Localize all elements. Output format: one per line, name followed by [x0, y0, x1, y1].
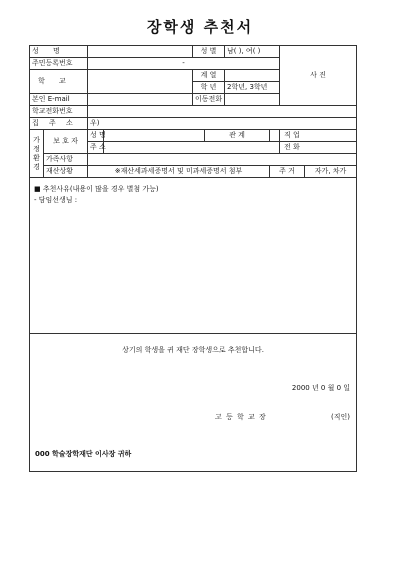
footer-section — [30, 334, 357, 472]
assets-label: 재산상황 — [44, 166, 88, 178]
recommend-statement: 상기의 학생을 귀 재단 장학생으로 추천합니다. — [122, 346, 264, 354]
relation-label: 관 계 — [205, 130, 270, 142]
grade-label: 학 년 — [193, 82, 225, 94]
grade-field[interactable]: 2학년, 3학년 — [225, 82, 280, 94]
family-env-char: 정 — [33, 144, 40, 153]
email-label: 본인 E-mail — [30, 94, 88, 106]
date-line: 2000 년 0 월 0 일 — [291, 384, 351, 392]
address-label: 집 주 소 — [30, 118, 88, 130]
school-field[interactable] — [88, 70, 193, 94]
guardian-name-label: 성 명 — [88, 130, 104, 142]
family-label: 가족사항 — [44, 154, 88, 166]
guardian-phone-label: 전 화 — [280, 142, 357, 154]
email-field[interactable] — [88, 94, 193, 106]
gender-label: 성 별 — [193, 46, 225, 58]
residence-label: 주 거 — [270, 166, 305, 178]
reason-section[interactable] — [30, 178, 357, 334]
school-phone-label: 학교전화번호 — [30, 106, 88, 118]
resident-no-field[interactable]: - — [88, 58, 280, 70]
guardian-address-label: 주 소 — [88, 142, 104, 154]
family-env-label — [30, 130, 44, 178]
teacher-label: - 담임선생님 : — [34, 196, 78, 204]
photo-box: 사 진 — [280, 46, 357, 106]
guardian-label: 보 호 자 — [44, 130, 88, 154]
name-field[interactable] — [88, 46, 193, 58]
principal-label: 고 등 학 교 장 — [215, 413, 267, 421]
guardian-address-field[interactable] — [104, 142, 280, 154]
school-label: 학 교 — [30, 70, 88, 94]
assets-note: ※재산세과세증명서 및 미과세증명서 첨부 — [88, 166, 270, 178]
guardian-name-field[interactable] — [104, 130, 205, 142]
resident-no-label: 주민등록번호 — [30, 58, 88, 70]
track-label: 계 열 — [193, 70, 225, 82]
relation-field[interactable] — [270, 130, 280, 142]
family-env-char: 환 — [33, 153, 40, 162]
gender-field[interactable]: 남( ), 여( ) — [225, 46, 280, 58]
addressee-line: 000 학술장학재단 이사장 귀하 — [35, 450, 132, 458]
form-title: 장학생 추천서 — [146, 18, 254, 36]
address-field[interactable]: 우) — [88, 118, 357, 130]
family-env-char: 가 — [33, 135, 40, 144]
seal-label: (직인) — [331, 413, 351, 421]
mobile-field[interactable] — [225, 94, 280, 106]
residence-field[interactable]: 자가, 차가 — [305, 166, 357, 178]
mobile-label: 이동전화 — [193, 94, 225, 106]
school-phone-field[interactable] — [88, 106, 357, 118]
occupation-label: 직 업 — [280, 130, 357, 142]
name-label: 성 명 — [30, 46, 88, 58]
family-field[interactable] — [88, 154, 357, 166]
family-env-char: 경 — [33, 162, 40, 171]
reason-heading: ■ 추천사유(내용이 많을 경우 별첨 가능) — [34, 185, 159, 193]
recommendation-form — [29, 45, 357, 472]
track-field[interactable] — [225, 70, 280, 82]
